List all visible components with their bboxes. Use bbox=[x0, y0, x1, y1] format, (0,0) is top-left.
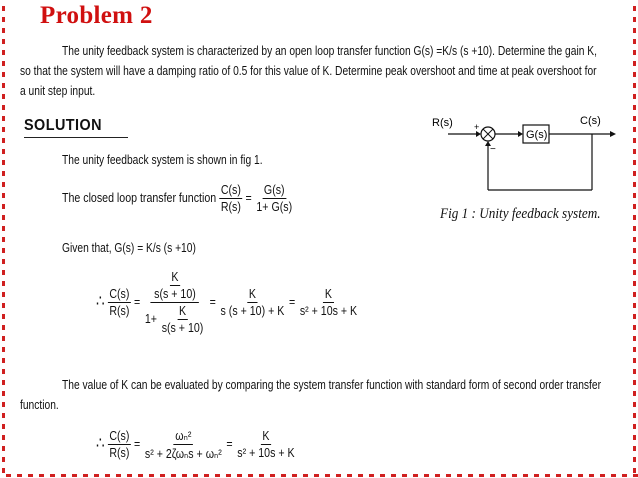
border-dash bbox=[424, 474, 429, 477]
border-dash bbox=[633, 270, 636, 275]
border-dash bbox=[2, 6, 5, 11]
border-dash bbox=[633, 215, 636, 220]
border-dash bbox=[2, 105, 5, 110]
border-dash bbox=[182, 474, 187, 477]
border-dash bbox=[490, 474, 495, 477]
eq2-rhs-den: s² + 10s + K bbox=[299, 304, 358, 318]
border-dash bbox=[2, 127, 5, 132]
border-dash bbox=[171, 474, 176, 477]
border-dash bbox=[2, 171, 5, 176]
border-dash bbox=[2, 50, 5, 55]
border-dash bbox=[380, 474, 385, 477]
border-dash bbox=[2, 281, 5, 286]
plus-sign: + bbox=[474, 122, 480, 132]
border-dash bbox=[2, 336, 5, 341]
border-dash bbox=[72, 474, 77, 477]
border-dash bbox=[534, 474, 539, 477]
border-dash bbox=[633, 336, 636, 341]
border-dash bbox=[2, 138, 5, 143]
border-dash bbox=[523, 474, 528, 477]
border-dash bbox=[633, 182, 636, 187]
border-dash bbox=[633, 303, 636, 308]
border-dash bbox=[545, 474, 550, 477]
border-dash bbox=[2, 347, 5, 352]
eq1-lhs-den: R(s) bbox=[220, 200, 241, 214]
border-dash bbox=[633, 314, 636, 319]
border-dash bbox=[633, 6, 636, 11]
border-dash bbox=[2, 226, 5, 231]
border-dash bbox=[633, 39, 636, 44]
input-label: R(s) bbox=[432, 117, 453, 129]
eq3-mid-fraction bbox=[143, 428, 223, 461]
border-dash bbox=[633, 358, 636, 363]
border-dash bbox=[479, 474, 484, 477]
border-dash bbox=[2, 468, 5, 473]
border-dash bbox=[633, 127, 636, 132]
border-dash bbox=[633, 171, 636, 176]
border-dash bbox=[633, 457, 636, 462]
border-dash bbox=[633, 369, 636, 374]
eq2-bot-k: K bbox=[178, 304, 187, 318]
border-dash bbox=[633, 17, 636, 22]
eq2-compound-den bbox=[143, 303, 207, 335]
border-dash bbox=[468, 474, 473, 477]
border-dash bbox=[633, 94, 636, 99]
border-dash bbox=[369, 474, 374, 477]
border-dash bbox=[193, 474, 198, 477]
border-dash bbox=[2, 303, 5, 308]
fig-reference-text: The unity feedback system is shown in fig 1. bbox=[62, 153, 263, 167]
border-dash bbox=[94, 474, 99, 477]
border-dash bbox=[633, 72, 636, 77]
derivation-equation: ∴ $\frac{C(s)}{R(s)}$ = $\frac{K}{s(s + 10)}$ 1+ $\frac{K}{s(s + 10)}$ = $\frac{K}{s (s + 10) + K}$ = $\frac{K}{\text{s² + 10s + K}}$ bbox=[96, 270, 358, 335]
eq2-mid-fraction bbox=[219, 287, 286, 318]
border-dash bbox=[633, 28, 636, 33]
border-dash bbox=[2, 39, 5, 44]
border-dash bbox=[2, 435, 5, 440]
eq3-lhs-den: R(s) bbox=[109, 446, 130, 460]
eq2-rhs-num: K bbox=[324, 287, 333, 301]
eq2-top-den: s(s + 10) bbox=[154, 287, 196, 301]
eq2-top-k: K bbox=[171, 270, 179, 284]
border-dash bbox=[303, 474, 308, 477]
border-dash bbox=[633, 50, 636, 55]
border-dash bbox=[61, 474, 66, 477]
border-dash bbox=[204, 474, 209, 477]
border-dash bbox=[2, 248, 5, 253]
border-dash bbox=[457, 474, 462, 477]
eq3-mid-den: s² + 2ζωₙs + ωₙ² bbox=[144, 447, 222, 461]
therefore-symbol: ∴ bbox=[96, 292, 105, 310]
border-dash bbox=[611, 474, 616, 477]
border-dash bbox=[105, 474, 110, 477]
eq1-rhs-num: G(s) bbox=[263, 183, 285, 197]
eq2-mid-den: s (s + 10) + K bbox=[220, 304, 285, 318]
eq3-mid-num: ωₙ² bbox=[175, 429, 192, 443]
border-dash bbox=[633, 347, 636, 352]
border-dash bbox=[622, 474, 627, 477]
border-dash bbox=[2, 325, 5, 330]
border-dash bbox=[314, 474, 319, 477]
border-dash bbox=[325, 474, 330, 477]
border-dash bbox=[2, 446, 5, 451]
border-dash bbox=[39, 474, 44, 477]
border-dash bbox=[2, 160, 5, 165]
border-dash bbox=[259, 474, 264, 477]
border-dash bbox=[2, 402, 5, 407]
border-dash bbox=[633, 160, 636, 165]
border-dash bbox=[270, 474, 275, 477]
closed-loop-equation: The closed loop transfer function $\frac{C(s)}{R(s)}$ = $\frac{G(s)}{1+ G(s)}$ bbox=[62, 183, 293, 214]
border-dash bbox=[600, 474, 605, 477]
border-dash bbox=[127, 474, 132, 477]
eq3-rhs-den: s² + 10s + K bbox=[237, 446, 295, 460]
eq2-lhs-den: R(s) bbox=[109, 304, 130, 318]
eq2-compound-fraction bbox=[143, 270, 207, 335]
border-dash bbox=[2, 17, 5, 22]
border-dash bbox=[633, 83, 636, 88]
border-dash bbox=[2, 413, 5, 418]
border-dash bbox=[2, 391, 5, 396]
border-dash bbox=[116, 474, 121, 477]
problem-text-line-2: so that the system will have a damping ratio of 0.5 for this value of K. Determine peak overshoot and time at peak overshoot for bbox=[20, 64, 597, 78]
border-dash bbox=[336, 474, 341, 477]
standard-form-equation: ∴ $\frac{C(s)}{R(s)}$ = $\frac{\text{ωₙ²}}{\text{s² + 2ζωₙs + ωₙ²}}$ = $\frac{K}{\text{s² + 10s + K}}$ bbox=[96, 429, 295, 461]
border-dash bbox=[2, 149, 5, 154]
eq2-one-plus: 1+ bbox=[144, 311, 158, 326]
border-dash bbox=[633, 105, 636, 110]
border-dash bbox=[501, 474, 506, 477]
border-dash bbox=[512, 474, 517, 477]
border-dash bbox=[633, 468, 636, 473]
border-dash bbox=[633, 435, 636, 440]
minus-sign: − bbox=[490, 144, 496, 155]
eq1-rhs-fraction bbox=[255, 183, 294, 214]
border-dash bbox=[347, 474, 352, 477]
border-dash bbox=[2, 72, 5, 77]
border-dash bbox=[633, 446, 636, 451]
border-dash bbox=[2, 424, 5, 429]
border-dash bbox=[413, 474, 418, 477]
border-dash bbox=[633, 391, 636, 396]
border-dash bbox=[160, 474, 165, 477]
border-dash bbox=[633, 237, 636, 242]
border-dash bbox=[2, 358, 5, 363]
border-dash bbox=[2, 259, 5, 264]
eq3-rhs-num: K bbox=[262, 429, 270, 443]
compare-text-line-2: function. bbox=[20, 398, 59, 412]
border-dash bbox=[633, 325, 636, 330]
border-dash bbox=[2, 83, 5, 88]
border-dash bbox=[6, 474, 11, 477]
border-dash bbox=[633, 424, 636, 429]
eq3-lhs-num: C(s) bbox=[109, 429, 130, 443]
border-dash bbox=[149, 474, 154, 477]
border-dash bbox=[633, 248, 636, 253]
border-dash bbox=[215, 474, 220, 477]
border-dash bbox=[2, 314, 5, 319]
closed-loop-label: The closed loop transfer function bbox=[62, 190, 217, 205]
eq2-compound-num bbox=[151, 270, 199, 303]
eq3-rhs-fraction bbox=[236, 429, 297, 460]
border-dash bbox=[2, 270, 5, 275]
eq2-bottom-fraction bbox=[160, 304, 205, 335]
eq2-lhs-num: C(s) bbox=[109, 287, 130, 301]
eq2-lhs-fraction bbox=[108, 287, 131, 318]
border-dash bbox=[633, 259, 636, 264]
border-dash bbox=[2, 28, 5, 33]
border-dash bbox=[2, 380, 5, 385]
problem-text-line-1: The unity feedback system is characterized by an open loop transfer function G(s) =K/s (s +10). Determine the gain K, bbox=[62, 44, 597, 58]
border-dash bbox=[556, 474, 561, 477]
eq2-mid-num: K bbox=[248, 287, 256, 301]
eq3-lhs-fraction bbox=[108, 429, 131, 460]
border-dash bbox=[2, 237, 5, 242]
border-dash bbox=[446, 474, 451, 477]
figure-caption: Fig 1 : Unity feedback system. bbox=[440, 206, 601, 222]
forward-arrowhead bbox=[518, 131, 523, 137]
border-dash bbox=[633, 193, 636, 198]
border-dash bbox=[281, 474, 286, 477]
border-dash bbox=[633, 149, 636, 154]
border-dash bbox=[17, 474, 22, 477]
border-dash bbox=[633, 138, 636, 143]
border-dash bbox=[633, 204, 636, 209]
border-dash bbox=[2, 215, 5, 220]
border-dash bbox=[633, 292, 636, 297]
therefore-symbol-2: ∴ bbox=[96, 434, 105, 452]
border-dash bbox=[391, 474, 396, 477]
slide-title: Problem 2 bbox=[40, 2, 153, 29]
border-dash bbox=[633, 226, 636, 231]
border-dash bbox=[633, 402, 636, 407]
given-text: Given that, G(s) = K/s (s +10) bbox=[62, 241, 196, 255]
border-dash bbox=[50, 474, 55, 477]
border-dash bbox=[138, 474, 143, 477]
border-dash bbox=[28, 474, 33, 477]
border-dash bbox=[2, 369, 5, 374]
eq2-bot-den: s(s + 10) bbox=[161, 321, 204, 335]
output-label: C(s) bbox=[580, 115, 601, 127]
unity-feedback-diagram bbox=[430, 112, 620, 200]
border-dash bbox=[2, 61, 5, 66]
border-dash bbox=[435, 474, 440, 477]
border-dash bbox=[2, 182, 5, 187]
border-dash bbox=[292, 474, 297, 477]
eq1-lhs-num: C(s) bbox=[220, 183, 241, 197]
border-dash bbox=[633, 474, 638, 477]
solution-underline bbox=[24, 137, 128, 138]
eq2-rhs-fraction bbox=[298, 287, 359, 318]
border-dash bbox=[633, 380, 636, 385]
eq2-top-fraction bbox=[152, 270, 197, 301]
g-block-label: G(s) bbox=[526, 129, 548, 141]
border-dash bbox=[402, 474, 407, 477]
border-dash bbox=[633, 413, 636, 418]
border-dash bbox=[589, 474, 594, 477]
solution-heading: SOLUTION bbox=[24, 117, 103, 134]
border-dash bbox=[2, 116, 5, 121]
border-dash bbox=[2, 193, 5, 198]
border-dash bbox=[83, 474, 88, 477]
border-dash bbox=[226, 474, 231, 477]
border-dash bbox=[2, 457, 5, 462]
problem-text-line-3: a unit step input. bbox=[20, 84, 96, 98]
border-dash bbox=[358, 474, 363, 477]
eq1-lhs-fraction bbox=[219, 183, 242, 214]
border-dash bbox=[237, 474, 242, 477]
border-dash bbox=[633, 61, 636, 66]
border-dash bbox=[567, 474, 572, 477]
border-dash bbox=[633, 281, 636, 286]
border-dash bbox=[2, 204, 5, 209]
eq1-rhs-den: 1+ G(s) bbox=[256, 200, 293, 214]
compare-text-line-1: The value of K can be evaluated by comparing the system transfer function with standard form of second order transfer bbox=[62, 378, 601, 392]
border-dash bbox=[2, 94, 5, 99]
output-arrowhead bbox=[610, 131, 616, 137]
border-dash bbox=[2, 292, 5, 297]
border-dash bbox=[578, 474, 583, 477]
border-dash bbox=[248, 474, 253, 477]
border-dash bbox=[633, 116, 636, 121]
